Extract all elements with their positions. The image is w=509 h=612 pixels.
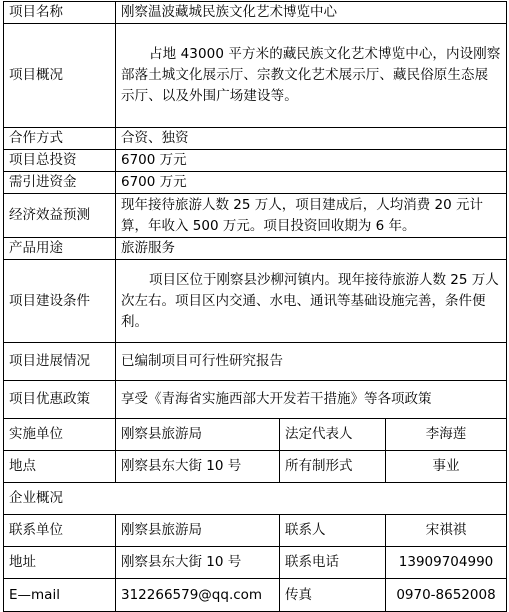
project-information-table [3,1,507,612]
contact-unit-row [4,515,507,547]
policy-label: 项目优惠政策 [4,381,116,419]
policy-value: 享受《青海省实施西部大开发若干措施》等各项政策 [116,381,507,419]
product-use-label: 产品用途 [4,238,116,260]
needed-investment-value: 6700 万元 [116,172,507,194]
contact-person-value: 宋祺祺 [386,515,507,547]
project-name-value: 刚察温波藏城民族文化艺术博览中心 [116,2,507,24]
contact-unit-value: 刚察县旅游局 [116,515,280,547]
construction-conditions-row [4,260,507,343]
progress-value: 已编制项目可行性研究报告 [116,343,507,381]
fax-value: 0970-8652008 [386,579,507,612]
project-overview-value: 占地 43000 平方米的藏民族文化艺术博览中心，内设刚察部落土城文化展示厅、宗教文化艺术展示厅、藏民俗原生态展示厅、以及外围广场建设等。 [116,24,507,128]
product-use-value: 旅游服务 [116,238,507,260]
enterprise-section-label: 企业概况 [4,483,507,515]
email-value: 312266579@qq.com [116,579,280,612]
location-label: 地点 [4,451,116,483]
project-overview-row [4,24,507,128]
ownership-label: 所有制形式 [280,451,386,483]
total-investment-label: 项目总投资 [4,150,116,172]
legal-representative-value: 李海莲 [386,419,507,451]
project-name-label: 项目名称 [4,2,116,24]
construction-conditions-label: 项目建设条件 [4,260,116,343]
fax-label: 传真 [280,579,386,612]
phone-label: 联系电话 [280,547,386,579]
total-investment-value: 6700 万元 [116,150,507,172]
ownership-value: 事业 [386,451,507,483]
construction-conditions-value: 项目区位于刚察县沙柳河镇内。现年接待旅游人数 25 万人次左右。项目区内交通、水电、通讯等基础设施完善，条件便利。 [116,260,507,343]
location-row [4,451,507,483]
progress-label: 项目进展情况 [4,343,116,381]
project-name-row [4,2,507,24]
economic-benefit-label: 经济效益预测 [4,194,116,238]
implementing-unit-row [4,419,507,451]
cooperation-label: 合作方式 [4,128,116,150]
email-label: E—mail [4,579,116,612]
implementing-unit-label: 实施单位 [4,419,116,451]
contact-person-label: 联系人 [280,515,386,547]
progress-row [4,343,507,381]
cooperation-row [4,128,507,150]
location-value: 刚察县东大街 10 号 [116,451,280,483]
total-investment-row [4,150,507,172]
legal-representative-label: 法定代表人 [280,419,386,451]
project-overview-label: 项目概况 [4,24,116,128]
address-label: 地址 [4,547,116,579]
email-row [4,579,507,612]
address-row [4,547,507,579]
address-value: 刚察县东大街 10 号 [116,547,280,579]
contact-unit-label: 联系单位 [4,515,116,547]
policy-row [4,381,507,419]
product-use-row [4,238,507,260]
enterprise-section-row [4,483,507,515]
implementing-unit-value: 刚察县旅游局 [116,419,280,451]
needed-investment-row [4,172,507,194]
needed-investment-label: 需引进资金 [4,172,116,194]
cooperation-value: 合资、独资 [116,128,507,150]
economic-benefit-row [4,194,507,238]
economic-benefit-value: 现年接待旅游人数 25 万人，项目建成后，人均消费 20 元计算，年收入 500 万元。项目投资回收期为 6 年。 [116,194,507,238]
phone-value: 13909704990 [386,547,507,579]
